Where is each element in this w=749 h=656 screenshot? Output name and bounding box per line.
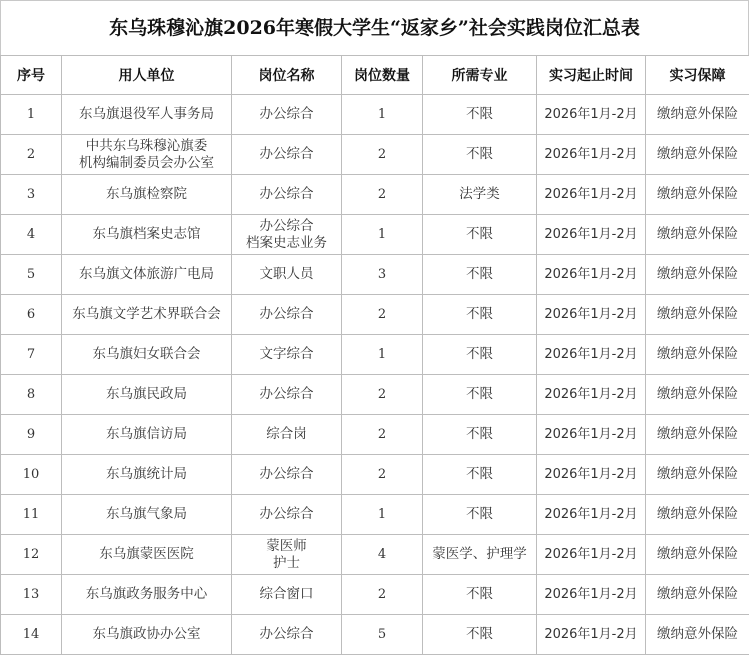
cell-post: [232, 175, 342, 215]
cell-major: 蒙医学、护理学: [423, 535, 537, 575]
cell-major: 不限: [423, 415, 537, 455]
cell-seq: 13: [1, 575, 62, 615]
cell-post: [232, 575, 342, 615]
cell-seq: 9: [1, 415, 62, 455]
cell-unit: [62, 535, 232, 575]
cell-post-line: 综合岗: [266, 426, 307, 442]
cell-post: [232, 495, 342, 535]
cell-count: 2: [342, 375, 423, 415]
header-row: [1, 56, 749, 95]
header-unit: 用人单位: [62, 56, 232, 95]
cell-unit: [62, 175, 232, 215]
cell-unit-line: 东乌旗文学艺术界联合会: [72, 306, 221, 322]
cell-post-line: 档案史志业务: [246, 234, 327, 251]
cell-unit-line: 东乌旗蒙医医院: [99, 546, 194, 562]
cell-post-line: 文职人员: [259, 266, 314, 282]
cell-count: 4: [342, 535, 423, 575]
cell-post-line: 办公综合: [259, 626, 314, 642]
cell-count: 1: [342, 335, 423, 375]
cell-count: 2: [342, 295, 423, 335]
cell-guarantee: 缴纳意外保险: [646, 295, 749, 335]
cell-post-line: 办公综合: [259, 306, 314, 322]
cell-major: 不限: [423, 575, 537, 615]
cell-post: [232, 215, 342, 255]
cell-post: [232, 375, 342, 415]
cell-count: 1: [342, 95, 423, 135]
cell-guarantee: 缴纳意外保险: [646, 615, 749, 655]
cell-guarantee: 缴纳意外保险: [646, 95, 749, 135]
cell-seq: 6: [1, 295, 62, 335]
cell-count: 2: [342, 415, 423, 455]
cell-major: 不限: [423, 455, 537, 495]
cell-period: 2026年1月-2月: [537, 215, 646, 255]
cell-period: 2026年1月-2月: [537, 135, 646, 175]
cell-period: 2026年1月-2月: [537, 335, 646, 375]
cell-post: [232, 455, 342, 495]
cell-count: 2: [342, 175, 423, 215]
table-row: [1, 135, 749, 175]
cell-guarantee: 缴纳意外保险: [646, 175, 749, 215]
cell-unit-line: 东乌旗气象局: [106, 506, 187, 522]
cell-unit: [62, 415, 232, 455]
cell-count: 2: [342, 575, 423, 615]
cell-unit: [62, 215, 232, 255]
cell-guarantee: 缴纳意外保险: [646, 135, 749, 175]
cell-unit-line: 东乌旗政协办公室: [92, 626, 201, 642]
header-guarantee: 实习保障: [646, 56, 749, 95]
cell-guarantee: 缴纳意外保险: [646, 495, 749, 535]
cell-period: 2026年1月-2月: [537, 615, 646, 655]
cell-unit: [62, 255, 232, 295]
cell-unit: [62, 295, 232, 335]
table-row: [1, 335, 749, 375]
cell-post: [232, 95, 342, 135]
cell-post: [232, 135, 342, 175]
cell-unit: [62, 135, 232, 175]
cell-count: 2: [342, 135, 423, 175]
cell-seq: 14: [1, 615, 62, 655]
cell-seq: 2: [1, 135, 62, 175]
table-title: 东乌珠穆沁旗2026年寒假大学生“返家乡”社会实践岗位汇总表: [0, 0, 749, 55]
table-row: [1, 575, 749, 615]
cell-major: 不限: [423, 375, 537, 415]
table-row: [1, 95, 749, 135]
cell-post: [232, 255, 342, 295]
cell-post: [232, 415, 342, 455]
cell-period: 2026年1月-2月: [537, 455, 646, 495]
table-row: [1, 615, 749, 655]
cell-unit-line: 东乌旗检察院: [106, 186, 187, 202]
cell-post: [232, 335, 342, 375]
cell-guarantee: 缴纳意外保险: [646, 215, 749, 255]
cell-guarantee: 缴纳意外保险: [646, 535, 749, 575]
cell-unit: [62, 575, 232, 615]
cell-major: 不限: [423, 95, 537, 135]
cell-post: [232, 615, 342, 655]
cell-seq: 12: [1, 535, 62, 575]
table-row: [1, 175, 749, 215]
cell-period: 2026年1月-2月: [537, 535, 646, 575]
cell-major: 不限: [423, 495, 537, 535]
cell-period: 2026年1月-2月: [537, 295, 646, 335]
cell-unit-line: 东乌旗文体旅游广电局: [79, 266, 214, 282]
cell-major: 法学类: [423, 175, 537, 215]
cell-period: 2026年1月-2月: [537, 415, 646, 455]
header-count: 岗位数量: [342, 56, 423, 95]
table-row: [1, 415, 749, 455]
cell-unit-line: 东乌旗妇女联合会: [92, 346, 201, 362]
cell-count: 1: [342, 215, 423, 255]
cell-guarantee: 缴纳意外保险: [646, 335, 749, 375]
cell-seq: 5: [1, 255, 62, 295]
cell-post-line: 护士: [273, 554, 300, 571]
cell-seq: 8: [1, 375, 62, 415]
cell-seq: 3: [1, 175, 62, 215]
table-row: [1, 255, 749, 295]
cell-guarantee: 缴纳意外保险: [646, 255, 749, 295]
table-row: [1, 215, 749, 255]
cell-unit: [62, 495, 232, 535]
cell-unit-line: 东乌旗退役军人事务局: [79, 106, 214, 122]
positions-table: [0, 55, 749, 655]
cell-post-line: 办公综合: [259, 466, 314, 482]
cell-post-line: 文字综合: [259, 346, 314, 362]
header-period: 实习起止时间: [537, 56, 646, 95]
cell-unit: [62, 375, 232, 415]
cell-unit-line: 东乌旗档案史志馆: [92, 226, 201, 242]
header-post: 岗位名称: [232, 56, 342, 95]
cell-guarantee: 缴纳意外保险: [646, 375, 749, 415]
cell-unit-line: 东乌旗政务服务中心: [85, 586, 208, 602]
cell-count: 3: [342, 255, 423, 295]
cell-post-line: 办公综合: [259, 186, 314, 202]
cell-seq: 10: [1, 455, 62, 495]
cell-major: 不限: [423, 215, 537, 255]
table-row: [1, 455, 749, 495]
cell-period: 2026年1月-2月: [537, 375, 646, 415]
cell-period: 2026年1月-2月: [537, 175, 646, 215]
cell-unit: [62, 615, 232, 655]
header-seq: 序号: [1, 56, 62, 95]
cell-major: 不限: [423, 135, 537, 175]
cell-post-line: 办公综合: [259, 386, 314, 402]
cell-post-line: 蒙医师: [266, 537, 307, 554]
cell-unit: [62, 335, 232, 375]
cell-guarantee: 缴纳意外保险: [646, 455, 749, 495]
table-row: [1, 535, 749, 575]
cell-unit-line: 机构编制委员会办公室: [79, 154, 214, 171]
table-row: [1, 295, 749, 335]
cell-unit-line: 东乌旗统计局: [106, 466, 187, 482]
cell-unit-line: 东乌旗信访局: [106, 426, 187, 442]
cell-seq: 1: [1, 95, 62, 135]
cell-major: 不限: [423, 295, 537, 335]
cell-seq: 4: [1, 215, 62, 255]
cell-post-line: 办公综合: [259, 506, 314, 522]
cell-period: 2026年1月-2月: [537, 95, 646, 135]
cell-count: 1: [342, 495, 423, 535]
cell-unit: [62, 455, 232, 495]
cell-seq: 11: [1, 495, 62, 535]
header-major: 所需专业: [423, 56, 537, 95]
cell-period: 2026年1月-2月: [537, 255, 646, 295]
cell-post-line: 办公综合: [259, 146, 314, 162]
cell-seq: 7: [1, 335, 62, 375]
cell-post-line: 综合窗口: [259, 586, 314, 602]
cell-guarantee: 缴纳意外保险: [646, 415, 749, 455]
cell-unit: [62, 95, 232, 135]
cell-period: 2026年1月-2月: [537, 495, 646, 535]
cell-major: 不限: [423, 335, 537, 375]
table-body: [1, 95, 749, 655]
table-row: [1, 375, 749, 415]
cell-major: 不限: [423, 255, 537, 295]
cell-major: 不限: [423, 615, 537, 655]
cell-unit-line: 东乌旗民政局: [106, 386, 187, 402]
cell-count: 5: [342, 615, 423, 655]
cell-period: 2026年1月-2月: [537, 575, 646, 615]
cell-post: [232, 535, 342, 575]
cell-post: [232, 295, 342, 335]
cell-post-line: 办公综合: [259, 106, 314, 122]
cell-guarantee: 缴纳意外保险: [646, 575, 749, 615]
cell-unit-line: 中共东乌珠穆沁旗委: [85, 137, 208, 154]
cell-count: 2: [342, 455, 423, 495]
table-row: [1, 495, 749, 535]
cell-post-line: 办公综合: [259, 217, 314, 234]
